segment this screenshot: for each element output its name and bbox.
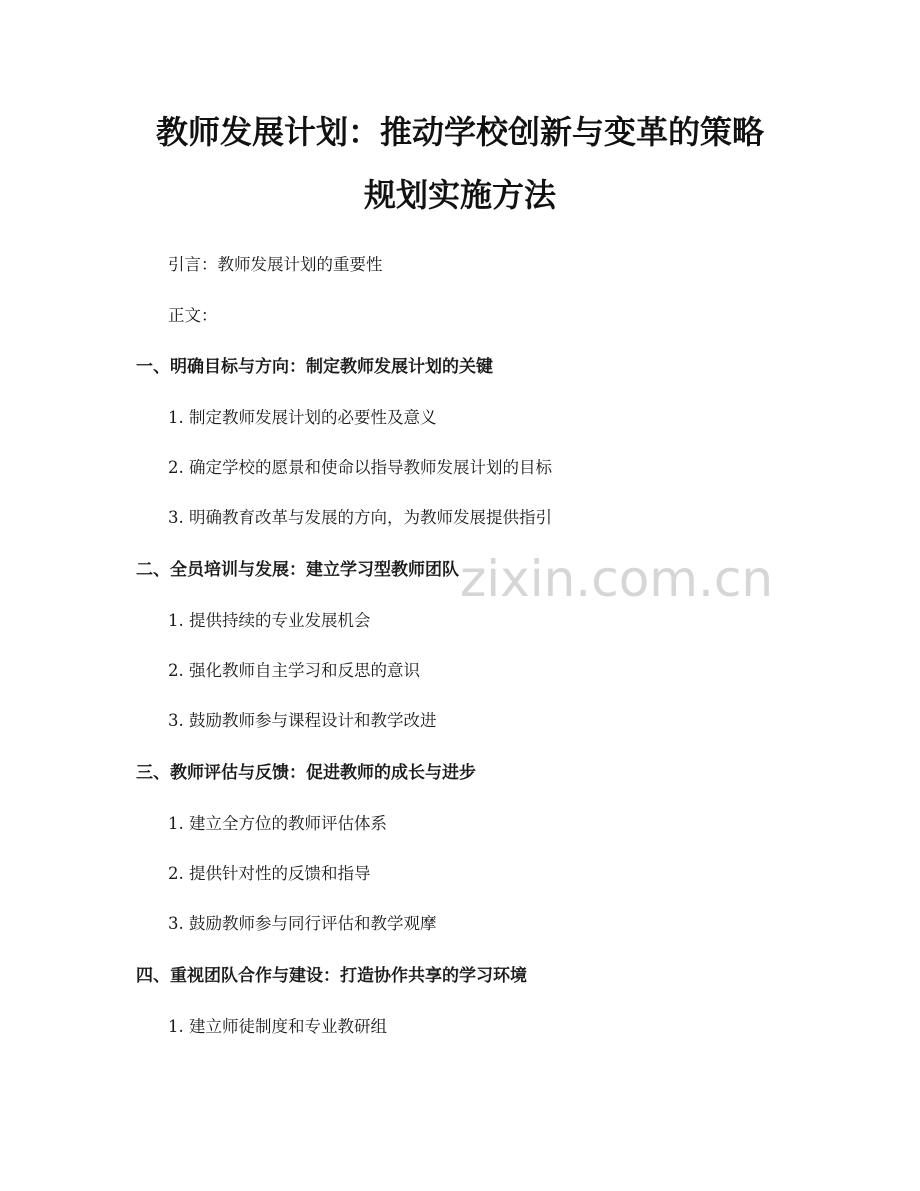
list-item: 1. 制定教师发展计划的必要性及意义 bbox=[168, 408, 437, 427]
list-item: 1. 建立师徒制度和专业教研组 bbox=[168, 1017, 387, 1036]
section-heading-1: 一、明确目标与方向：制定教师发展计划的关键 bbox=[136, 357, 493, 377]
body-label: 正文： bbox=[168, 306, 218, 325]
list-item: 2. 确定学校的愿景和使命以指导教师发展计划的目标 bbox=[168, 458, 552, 477]
list-item: 1. 建立全方位的教师评估体系 bbox=[168, 814, 387, 833]
list-item: 2. 提供针对性的反馈和指导 bbox=[168, 864, 371, 883]
section-heading-3: 三、教师评估与反馈：促进教师的成长与进步 bbox=[136, 763, 476, 783]
document-title-line-2: 规划实施方法 bbox=[363, 176, 556, 214]
watermark: zixin.com.cn bbox=[460, 550, 774, 608]
section-heading-2: 二、全员培训与发展：建立学习型教师团队 bbox=[136, 560, 459, 580]
list-item: 3. 鼓励教师参与同行评估和教学观摩 bbox=[168, 914, 437, 933]
list-item: 3. 鼓励教师参与课程设计和教学改进 bbox=[168, 711, 437, 730]
list-item: 1. 提供持续的专业发展机会 bbox=[168, 611, 371, 630]
list-item: 2. 强化教师自主学习和反思的意识 bbox=[168, 661, 420, 680]
document-title-line-1: 教师发展计划：推动学校创新与变革的策略 bbox=[155, 113, 764, 151]
intro-line: 引言：教师发展计划的重要性 bbox=[168, 255, 383, 274]
list-item: 3. 明确教育改革与发展的方向，为教师发展提供指引 bbox=[168, 508, 552, 527]
section-heading-4: 四、重视团队合作与建设：打造协作共享的学习环境 bbox=[136, 966, 527, 986]
